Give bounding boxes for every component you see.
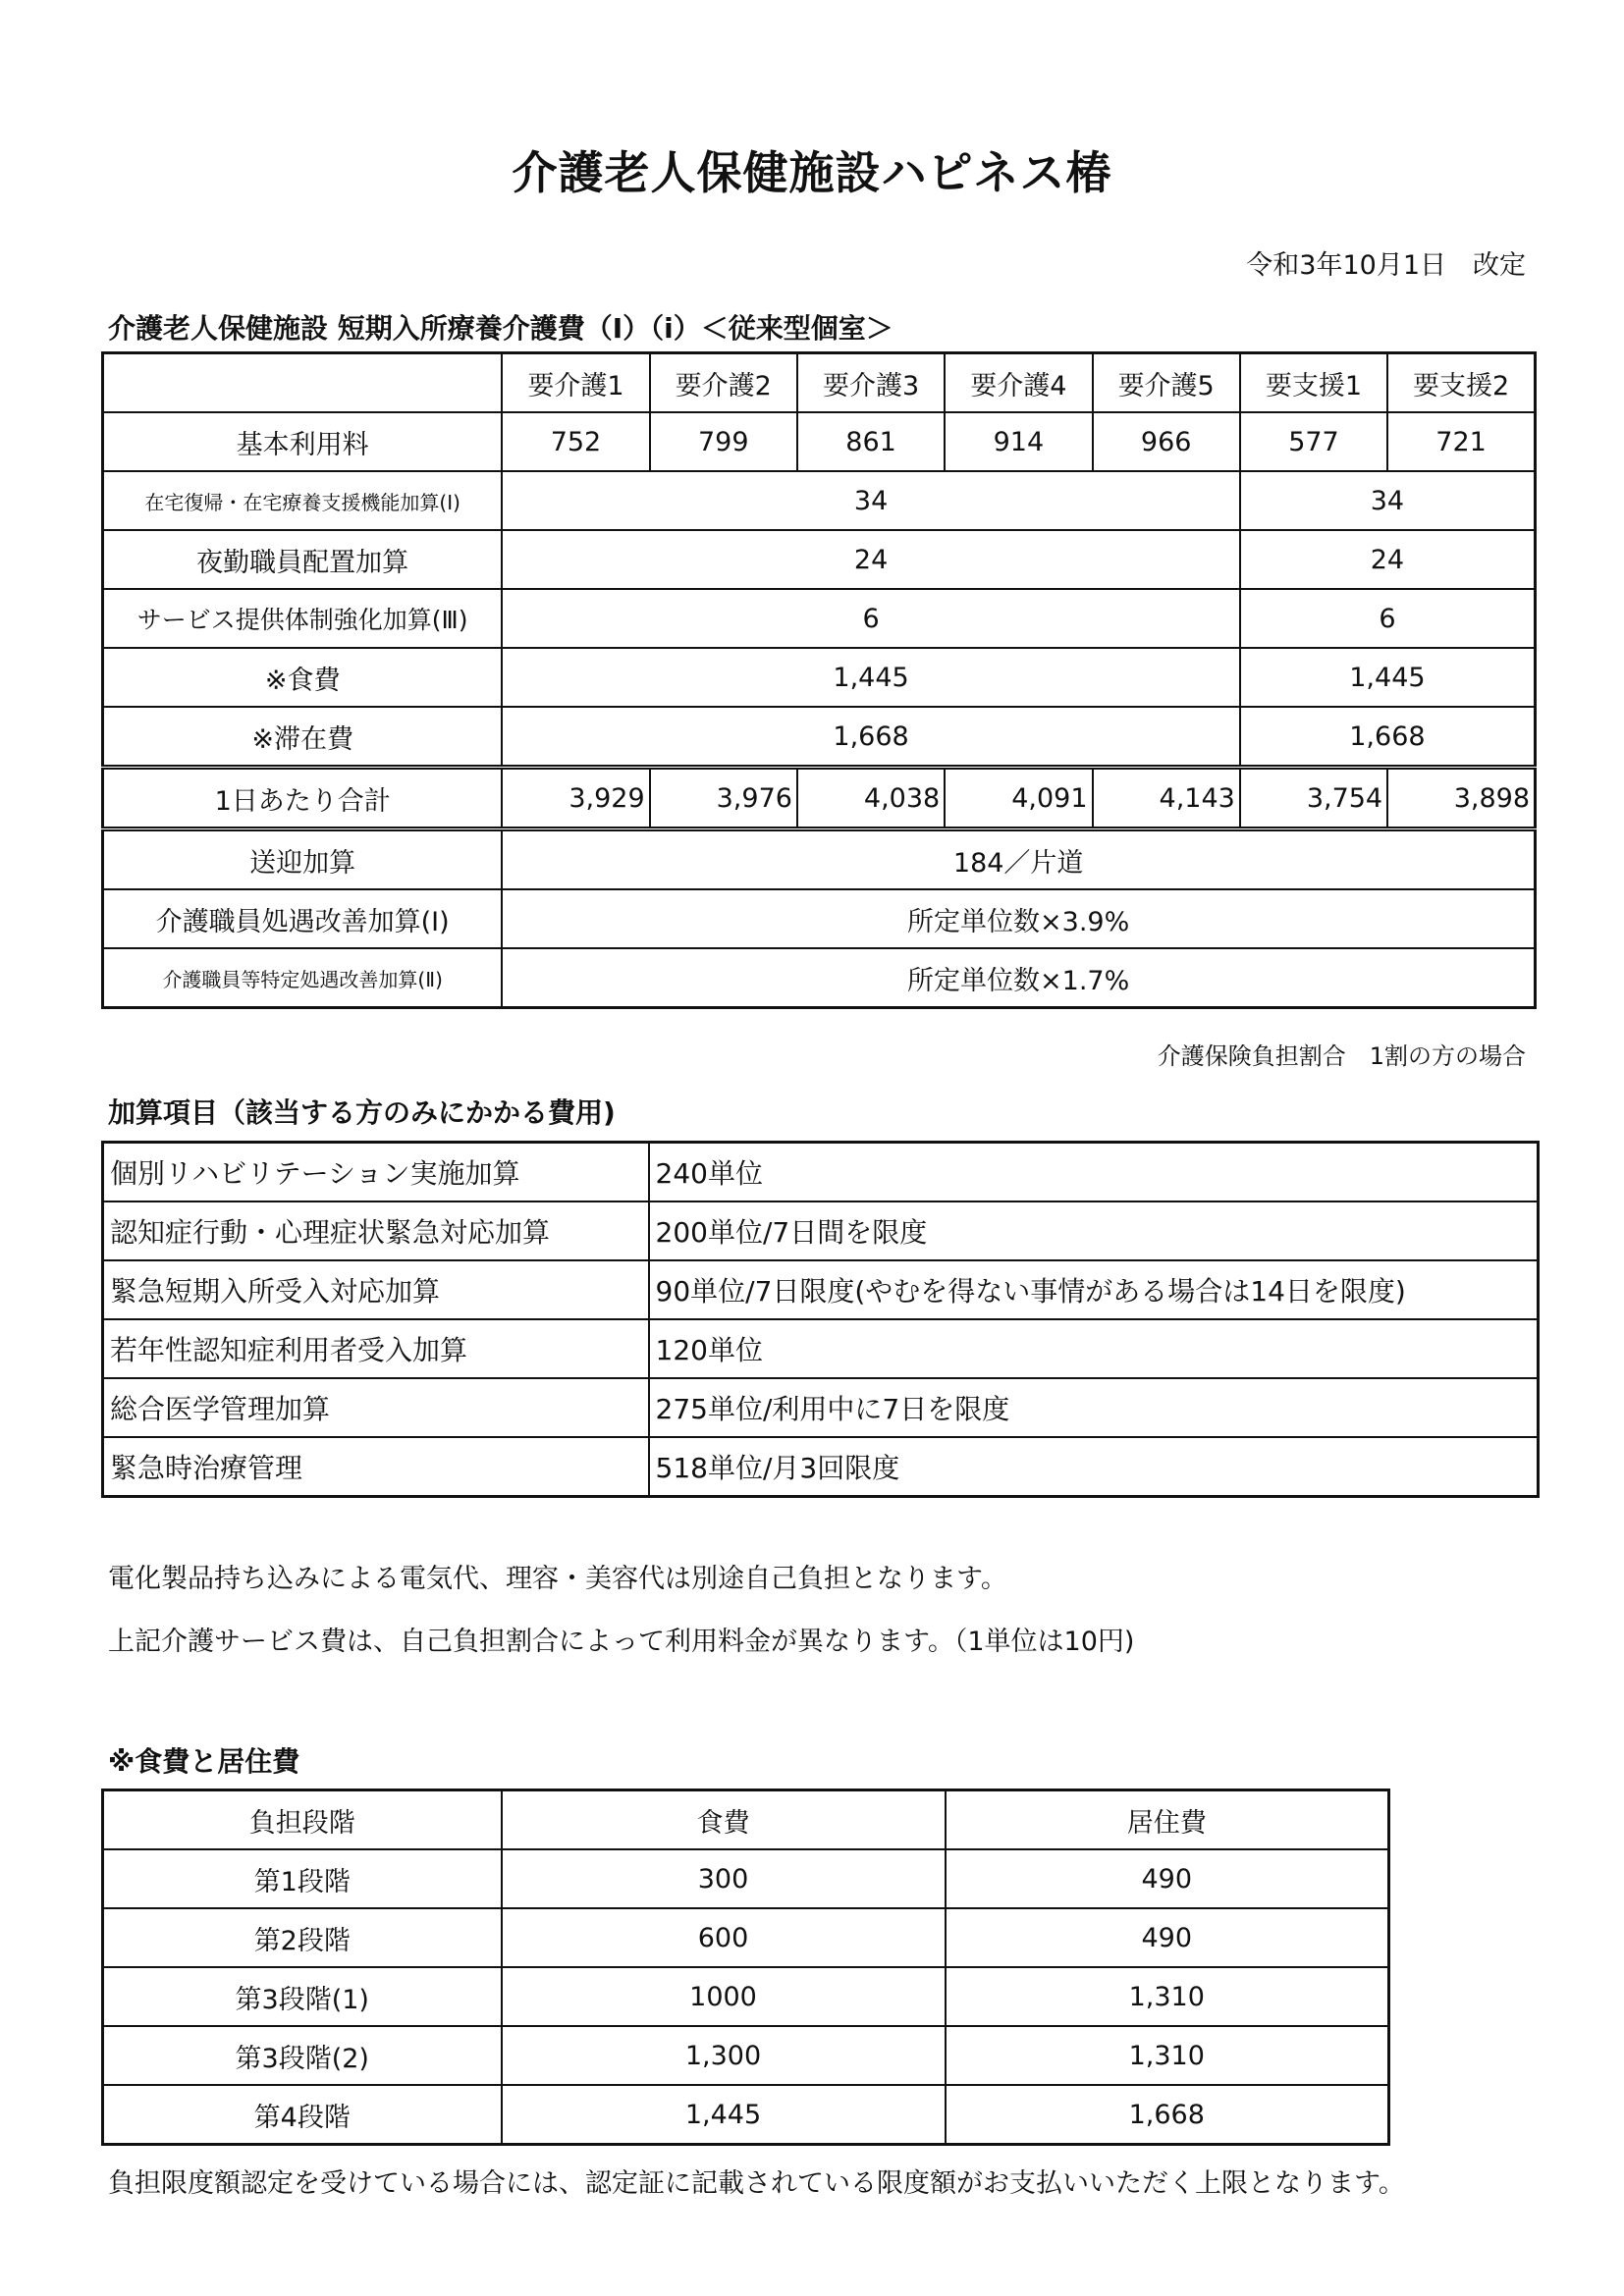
meal-section-title: ※食費と居住費 [108, 1745, 300, 1778]
meal-housing-cost: 1,310 [946, 2026, 1389, 2085]
meal-food-cost: 1,300 [502, 2026, 946, 2085]
fee-row-night-staff [103, 530, 1536, 589]
fee-row-label: 介護職員処遇改善加算(Ⅰ) [103, 889, 503, 948]
addition-name: 認知症行動・心理症状緊急対応加算 [103, 1201, 649, 1260]
fee-row-support-value: 34 [1240, 471, 1536, 530]
daily-total-value: 4,143 [1093, 768, 1240, 829]
fee-row-value: 所定単位数×3.9% [502, 889, 1535, 948]
meal-housing-table [101, 1789, 1390, 2146]
fee-row-home-support [103, 471, 1536, 530]
fee-row-label: 夜勤職員配置加算 [103, 530, 503, 589]
fee-header-row [103, 353, 1536, 413]
meal-header-row [103, 1790, 1389, 1850]
addition-name: 個別リハビリテーション実施加算 [103, 1143, 649, 1202]
meal-housing-cost: 490 [946, 1908, 1389, 1967]
base-fee-value: 966 [1093, 412, 1240, 471]
daily-total-row [103, 768, 1536, 829]
daily-total-value: 4,038 [797, 768, 945, 829]
base-fee-value: 577 [1240, 412, 1387, 471]
fee-row-stay [103, 707, 1536, 768]
meal-header-cell: 居住費 [946, 1790, 1389, 1850]
meal-stage: 第1段階 [103, 1849, 502, 1908]
fee-table [101, 351, 1537, 1009]
addition-name: 若年性認知症利用者受入加算 [103, 1319, 649, 1378]
page-title: 介護老人保健施設ハピネス椿 [512, 146, 1112, 199]
fee-row-label: ※滞在費 [103, 707, 503, 768]
addition-row [103, 1143, 1539, 1202]
meal-housing-cost: 490 [946, 1849, 1389, 1908]
addition-value: 275単位/利用中に7日を限度 [649, 1378, 1539, 1437]
addition-value: 200単位/7日間を限度 [649, 1201, 1539, 1260]
base-fee-value: 861 [797, 412, 945, 471]
addition-row [103, 1201, 1539, 1260]
fee-row-support-value: 6 [1240, 589, 1536, 648]
fee-row-care-value: 24 [502, 530, 1239, 589]
meal-food-cost: 600 [502, 1908, 946, 1967]
addition-row [103, 1260, 1539, 1319]
meal-stage: 第2段階 [103, 1908, 502, 1967]
meal-housing-cost: 1,310 [946, 1967, 1389, 2026]
fee-header-cell: 要介護3 [797, 353, 945, 413]
meal-stage: 第4段階 [103, 2085, 502, 2145]
fee-row-support-value: 1,445 [1240, 648, 1536, 707]
addition-value: 240単位 [649, 1143, 1539, 1202]
addition-row [103, 1319, 1539, 1378]
fee-row-care-value: 6 [502, 589, 1239, 648]
fee-header-cell: 要介護1 [502, 353, 649, 413]
base-fee-value: 721 [1387, 412, 1535, 471]
meal-header-cell: 食費 [502, 1790, 946, 1850]
meal-row [103, 2085, 1389, 2145]
fee-header-corner [103, 353, 503, 413]
addition-value: 90単位/7日限度(やむを得ない事情がある場合は14日を限度) [649, 1260, 1539, 1319]
fee-header-cell: 要介護4 [945, 353, 1092, 413]
fee-header-cell: 要支援2 [1387, 353, 1535, 413]
addition-name: 総合医学管理加算 [103, 1378, 649, 1437]
addition-name: 緊急短期入所受入対応加算 [103, 1260, 649, 1319]
meal-stage: 第3段階(2) [103, 2026, 502, 2085]
note-line-1: 電化製品持ち込みによる電気代、理容・美容代は別途自己負担となります。 [108, 1564, 1007, 1594]
meal-header-cell: 負担段階 [103, 1790, 502, 1850]
fee-row-care-value: 34 [502, 471, 1239, 530]
fee-header-cell: 要介護5 [1093, 353, 1240, 413]
fee-row-transport [103, 829, 1536, 890]
fee-row-support-value: 1,668 [1240, 707, 1536, 768]
base-fee-value: 799 [650, 412, 797, 471]
fee-row-care-value: 1,445 [502, 648, 1239, 707]
additions-section-title: 加算項目（該当する方のみにかかる費用) [108, 1096, 616, 1129]
fee-row-staff-improvement [103, 889, 1536, 948]
fee-header-cell: 要支援1 [1240, 353, 1387, 413]
limit-footnote: 負担限度額認定を受けている場合には、認定証に記載されている限度額がお支払いいただく上限となります。 [108, 2168, 1405, 2199]
fee-section-title: 介護老人保健施設 短期入所療養介護費（Ⅰ）（ⅰ）＜従来型個室＞ [108, 312, 893, 345]
note-line-2: 上記介護サービス費は、自己負担割合によって利用料金が異なります。（1単位は10円) [108, 1627, 1135, 1657]
meal-row [103, 1908, 1389, 1967]
meal-food-cost: 300 [502, 1849, 946, 1908]
daily-total-value: 3,929 [502, 768, 649, 829]
fee-header-cell: 要介護2 [650, 353, 797, 413]
daily-total-value: 3,976 [650, 768, 797, 829]
addition-row [103, 1437, 1539, 1497]
daily-total-label: 1日あたり合計 [103, 768, 503, 829]
daily-total-value: 4,091 [945, 768, 1092, 829]
base-fee-row [103, 412, 1536, 471]
meal-food-cost: 1000 [502, 1967, 946, 2026]
fee-row-value: 184／片道 [502, 829, 1535, 890]
meal-stage: 第3段階(1) [103, 1967, 502, 2026]
fee-row-label: 在宅復帰・在宅療養支援機能加算(Ⅰ) [103, 471, 503, 530]
addition-value: 518単位/月3回限度 [649, 1437, 1539, 1497]
addition-row [103, 1378, 1539, 1437]
base-fee-label: 基本利用料 [103, 412, 503, 471]
daily-total-value: 3,898 [1387, 768, 1535, 829]
fee-row-support-value: 24 [1240, 530, 1536, 589]
fee-row-care-value: 1,668 [502, 707, 1239, 768]
daily-total-value: 3,754 [1240, 768, 1387, 829]
meal-row [103, 2026, 1389, 2085]
revision-date: 令和3年10月1日 改定 [1246, 250, 1526, 281]
fee-row-service-system [103, 589, 1536, 648]
fee-row-label: ※食費 [103, 648, 503, 707]
meal-row [103, 1967, 1389, 2026]
meal-row [103, 1849, 1389, 1908]
fee-row-value: 所定単位数×1.7% [502, 948, 1535, 1008]
fee-row-label: 送迎加算 [103, 829, 503, 890]
fee-row-label: サービス提供体制強化加算(Ⅲ) [103, 589, 503, 648]
fee-row-label: 介護職員等特定処遇改善加算(Ⅱ) [103, 948, 503, 1008]
additions-table [101, 1141, 1540, 1498]
addition-name: 緊急時治療管理 [103, 1437, 649, 1497]
burden-ratio-note: 介護保険負担割合 1割の方の場合 [1157, 1042, 1526, 1070]
meal-housing-cost: 1,668 [946, 2085, 1389, 2145]
addition-value: 120単位 [649, 1319, 1539, 1378]
fee-row-meal [103, 648, 1536, 707]
base-fee-value: 752 [502, 412, 649, 471]
meal-food-cost: 1,445 [502, 2085, 946, 2145]
fee-row-specific-improvement [103, 948, 1536, 1008]
base-fee-value: 914 [945, 412, 1092, 471]
